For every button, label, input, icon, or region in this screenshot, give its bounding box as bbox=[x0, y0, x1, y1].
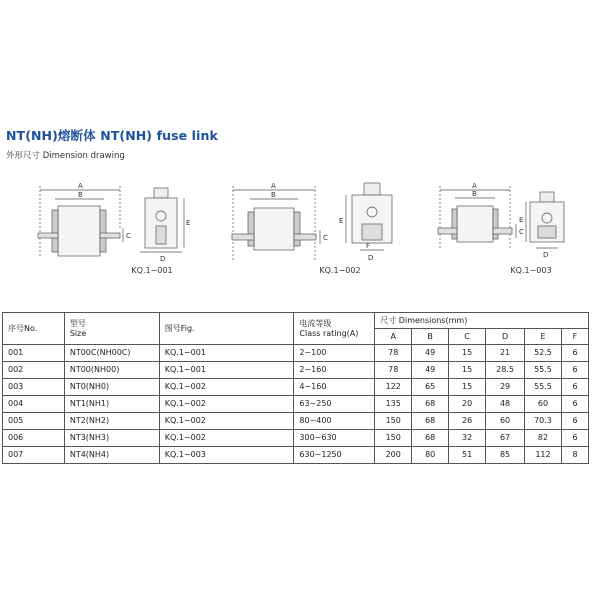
cell-fig: KQ.1−002 bbox=[159, 379, 294, 396]
cell-rating: 4~160 bbox=[294, 379, 375, 396]
cell-d: 85 bbox=[486, 447, 525, 464]
cell-d: 67 bbox=[486, 430, 525, 447]
cell-c: 51 bbox=[449, 447, 486, 464]
dim-label-d-003: D bbox=[543, 251, 549, 259]
dim-label-e-003: E bbox=[519, 216, 524, 224]
table-row bbox=[3, 413, 589, 430]
cell-d: 29 bbox=[486, 379, 525, 396]
cell-rating: 2~160 bbox=[294, 362, 375, 379]
cell-c: 20 bbox=[449, 396, 486, 413]
dim-label-d-002: D bbox=[368, 254, 374, 262]
dimensions-table bbox=[2, 312, 589, 464]
figure-label-kq-003: KQ.1−003 bbox=[510, 266, 552, 275]
section-subtitle: 外形尺寸 Dimension drawing bbox=[6, 151, 125, 161]
cell-no: 001 bbox=[3, 345, 65, 362]
table-body bbox=[3, 345, 589, 464]
table-row bbox=[3, 345, 589, 362]
dim-label-d: D bbox=[160, 255, 166, 263]
cell-c: 15 bbox=[449, 362, 486, 379]
header-rating bbox=[294, 313, 375, 345]
table-row bbox=[3, 447, 589, 464]
header-dim-c: C bbox=[449, 329, 486, 345]
header-no: 序号No. bbox=[3, 313, 65, 345]
cell-model: NT00(NH00) bbox=[64, 362, 159, 379]
cell-c: 26 bbox=[449, 413, 486, 430]
cell-model: NT00C(NH00C) bbox=[64, 345, 159, 362]
cell-no: 002 bbox=[3, 362, 65, 379]
header-dim-b: B bbox=[412, 329, 449, 345]
cell-fig: KQ.1−002 bbox=[159, 396, 294, 413]
dim-label-e: E bbox=[186, 219, 191, 227]
cell-rating: 80~400 bbox=[294, 413, 375, 430]
dim-label-a: A bbox=[78, 182, 83, 190]
header-model-cn: 型号 bbox=[69, 318, 86, 328]
cell-e: 60 bbox=[525, 396, 562, 413]
header-rating-en: Class rating(A) bbox=[299, 328, 359, 338]
cell-no: 005 bbox=[3, 413, 65, 430]
cell-a: 78 bbox=[375, 345, 412, 362]
cell-no: 007 bbox=[3, 447, 65, 464]
header-fig: 图号Fig. bbox=[159, 313, 294, 345]
cell-f: 6 bbox=[561, 413, 588, 430]
cell-b: 65 bbox=[412, 379, 449, 396]
dim-label-c-002: C bbox=[323, 234, 328, 242]
table-row bbox=[3, 396, 589, 413]
cell-model: NT2(NH2) bbox=[64, 413, 159, 430]
cell-a: 122 bbox=[375, 379, 412, 396]
figure-label-kq-001: KQ.1−001 bbox=[131, 266, 173, 275]
dim-label-b-003: B bbox=[472, 190, 477, 198]
cell-d: 21 bbox=[486, 345, 525, 362]
header-model bbox=[64, 313, 159, 345]
header-dimensions: 尺寸 Dimensions(mm) bbox=[375, 313, 589, 329]
dim-label-e-002: E bbox=[339, 217, 344, 225]
cell-b: 49 bbox=[412, 345, 449, 362]
cell-f: 6 bbox=[561, 345, 588, 362]
cell-no: 003 bbox=[3, 379, 65, 396]
cell-model: NT3(NH3) bbox=[64, 430, 159, 447]
cell-fig: KQ.1−001 bbox=[159, 362, 294, 379]
cell-f: 6 bbox=[561, 396, 588, 413]
cell-a: 150 bbox=[375, 413, 412, 430]
cell-b: 68 bbox=[412, 413, 449, 430]
cell-a: 150 bbox=[375, 430, 412, 447]
dimension-drawings bbox=[0, 168, 600, 283]
cell-e: 55.5 bbox=[525, 362, 562, 379]
dim-label-c-003: C bbox=[519, 228, 524, 236]
cell-c: 15 bbox=[449, 345, 486, 362]
table-row bbox=[3, 379, 589, 396]
dim-label-a-002: A bbox=[271, 182, 276, 190]
cell-a: 135 bbox=[375, 396, 412, 413]
table-row bbox=[3, 362, 589, 379]
cell-f: 6 bbox=[561, 362, 588, 379]
cell-model: NT4(NH4) bbox=[64, 447, 159, 464]
cell-e: 55.5 bbox=[525, 379, 562, 396]
table-row bbox=[3, 430, 589, 447]
dim-label-b: B bbox=[78, 191, 83, 199]
header-dim-e: E bbox=[525, 329, 562, 345]
cell-model: NT0(NH0) bbox=[64, 379, 159, 396]
header-dim-d: D bbox=[486, 329, 525, 345]
cell-fig: KQ.1−002 bbox=[159, 413, 294, 430]
cell-d: 28.5 bbox=[486, 362, 525, 379]
cell-e: 70.3 bbox=[525, 413, 562, 430]
cell-d: 48 bbox=[486, 396, 525, 413]
dim-label-f-002: F bbox=[366, 242, 371, 250]
cell-b: 68 bbox=[412, 396, 449, 413]
cell-rating: 300~630 bbox=[294, 430, 375, 447]
cell-e: 82 bbox=[525, 430, 562, 447]
cell-f: 8 bbox=[561, 447, 588, 464]
dim-label-a-003: A bbox=[472, 182, 477, 190]
cell-d: 60 bbox=[486, 413, 525, 430]
header-dim-a: A bbox=[375, 329, 412, 345]
cell-fig: KQ.1−001 bbox=[159, 345, 294, 362]
cell-rating: 630~1250 bbox=[294, 447, 375, 464]
cell-rating: 63~250 bbox=[294, 396, 375, 413]
dim-label-c: C bbox=[126, 232, 131, 240]
cell-c: 15 bbox=[449, 379, 486, 396]
drawing-kq-003 bbox=[438, 186, 564, 248]
drawing-kq-001 bbox=[38, 186, 184, 258]
cell-f: 6 bbox=[561, 430, 588, 447]
cell-e: 52.5 bbox=[525, 345, 562, 362]
cell-model: NT1(NH1) bbox=[64, 396, 159, 413]
dim-label-b-002: B bbox=[271, 191, 276, 199]
cell-c: 32 bbox=[449, 430, 486, 447]
figure-label-kq-002: KQ.1−002 bbox=[319, 266, 361, 275]
header-dim-f: F bbox=[561, 329, 588, 345]
header-rating-cn: 电流等级 bbox=[299, 318, 332, 328]
cell-e: 112 bbox=[525, 447, 562, 464]
cell-rating: 2~100 bbox=[294, 345, 375, 362]
cell-no: 006 bbox=[3, 430, 65, 447]
cell-no: 004 bbox=[3, 396, 65, 413]
cell-fig: KQ.1−002 bbox=[159, 430, 294, 447]
table-header-row bbox=[3, 313, 589, 329]
cell-b: 68 bbox=[412, 430, 449, 447]
cell-b: 80 bbox=[412, 447, 449, 464]
cell-a: 78 bbox=[375, 362, 412, 379]
cell-fig: KQ.1−003 bbox=[159, 447, 294, 464]
cell-a: 200 bbox=[375, 447, 412, 464]
page-title: NT(NH)熔断体 NT(NH) fuse link bbox=[6, 128, 218, 143]
cell-f: 6 bbox=[561, 379, 588, 396]
cell-b: 49 bbox=[412, 362, 449, 379]
header-model-en: Size bbox=[69, 328, 87, 338]
